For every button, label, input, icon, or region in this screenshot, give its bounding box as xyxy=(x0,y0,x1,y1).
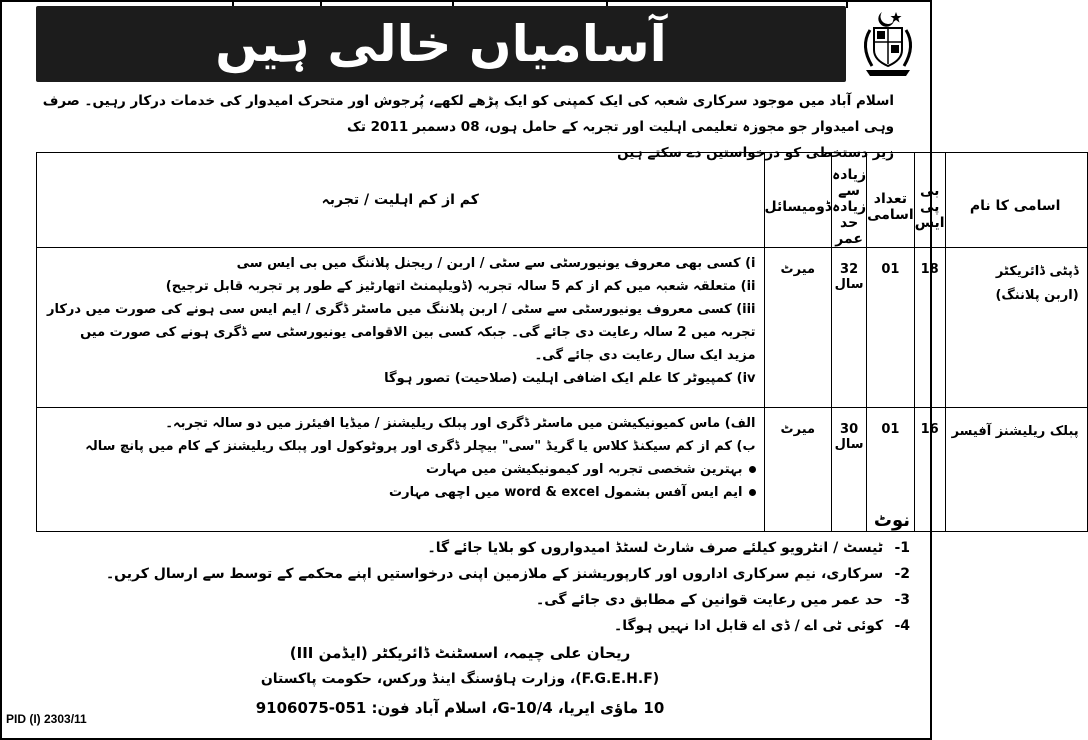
note-number: -1 xyxy=(894,540,910,556)
intro-paragraph xyxy=(38,88,894,161)
post-name-cell xyxy=(945,408,1087,532)
post-name: پبلک ریلیشنز آفیسر xyxy=(951,424,1079,439)
bullet-text: بہترین شخصی تجربہ اور کیمونیکیشن میں مہارت xyxy=(426,462,743,477)
qualification-item: i) کسی بھی معروف یونیورسٹی سے سٹی / اربن / ریجنل پلاننگ میں بی ایس سی xyxy=(236,256,756,271)
note-text: کوئی ٹی اے / ڈی اے قابل ادا نہیں ہوگا۔ xyxy=(614,618,884,634)
table-row xyxy=(37,408,1088,532)
intro-line-2: زیر دستخطی کو درخواستیں دے سکتے ہیں xyxy=(617,145,894,161)
bullet-text-english: word & excel xyxy=(504,485,600,500)
bps-value: 16 xyxy=(914,408,945,532)
table-row xyxy=(37,248,1088,408)
list-item xyxy=(90,587,910,613)
list-item xyxy=(90,561,910,587)
qualification-cell xyxy=(37,248,765,408)
bullet-text: میں اچھی مہارت xyxy=(389,485,500,500)
note-text: ٹیسٹ / انٹرویو کیلئے صرف شارٹ لسٹڈ امیدواروں کو بلایا جائے گا۔ xyxy=(427,540,884,556)
domicile-value: میرٹ xyxy=(764,248,832,408)
qualification-item: iv) کمپیوٹر کا علم ایک اضافی اہلیت (صلاحیت) تصور ہوگا xyxy=(384,371,756,386)
signatory-office: (F.G.E.H.F)، وزارت ہاؤسنگ اینڈ ورکس، حکومت پاکستان xyxy=(260,671,660,687)
bullet-text: ایم ایس آفس بشمول xyxy=(604,485,743,500)
posts-value: 01 xyxy=(867,408,915,532)
qualification-item: تجربہ میں 2 سالہ رعایت دی جائے گی۔ جبکہ کسی بین الاقوامی یونیورسٹی سے ڈگری ہونے کی صورت میں xyxy=(80,325,756,340)
header-max-age: زیادہ سے زیادہ حد عمر xyxy=(832,153,867,248)
intro-line-1: اسلام آباد میں موجود سرکاری شعبہ کی ایک کمپنی کو ایک پڑھے لکھے، پُرجوش اور متحرک امیدوار کی خدمات درکار رہیں۔ صرف وہی امیدوار جو مجوزہ تعلیمی اہلیت اور تجربہ کے حامل ہوں، 08 دسمبر 2011 تک xyxy=(42,93,894,135)
bullet-item xyxy=(47,458,756,481)
table-header-row xyxy=(37,153,1088,248)
post-name-cell xyxy=(945,248,1087,408)
vacancy-table xyxy=(36,152,1088,532)
header-domicile: ڈومیسائل xyxy=(764,153,832,248)
header-post-name: اسامی کا نام xyxy=(945,153,1087,248)
government-emblem-icon xyxy=(852,6,924,82)
qualification-item: ii) متعلقہ شعبہ میں کم از کم 5 سالہ تجربہ (ڈویلپمنٹ اتھارٹیز کے طور پر تجربہ قابل ترجیح) xyxy=(165,279,756,294)
note-number: -4 xyxy=(894,618,910,634)
age-value: 30 سال xyxy=(832,408,867,532)
note-number: -2 xyxy=(894,566,910,582)
signature-block xyxy=(240,642,680,722)
pid-number: PID (I) 2303/11 xyxy=(6,712,87,726)
qualification-item: الف) ماس کمیونیکیشن میں ماسٹر ڈگری اور پبلک ریلیشنز / میڈیا افیئرز میں دو سالہ تجربہ۔ xyxy=(165,416,756,431)
post-name: ڈپٹی ڈائریکٹر xyxy=(995,264,1079,279)
qualification-item: iii) کسی معروف یونیورسٹی سے سٹی / اربن پلاننگ میں ماسٹر ڈگری / ایم ایس سی ہونے کی صورت میں درکار xyxy=(47,302,756,317)
list-item xyxy=(90,535,910,561)
header-bps: بی پی ایس xyxy=(914,153,945,248)
qualification-item: مزید ایک سال رعایت دی جائے گی۔ xyxy=(534,348,756,363)
bullet-icon xyxy=(749,466,756,473)
note-text: سرکاری، نیم سرکاری اداروں اور کارپوریشنز کے ملازمین اپنی درخواستیں اپنے محکمے کے توسط سے ارسال کریں۔ xyxy=(105,566,884,582)
page-title: آسامیاں خالی ہیں xyxy=(215,15,667,73)
posts-value: 01 xyxy=(867,248,915,408)
notes-heading: نوٹ xyxy=(873,510,910,531)
post-name-sub: (اربن پلاننگ) xyxy=(995,288,1079,303)
qualification-cell xyxy=(37,408,765,532)
bullet-item xyxy=(47,481,756,504)
list-item xyxy=(90,613,910,639)
header-qualification: کم از کم اہلیت / تجربہ xyxy=(37,153,765,248)
note-text: حد عمر میں رعایت قوانین کے مطابق دی جائے گی۔ xyxy=(536,592,884,608)
note-number: -3 xyxy=(894,592,910,608)
bullet-icon xyxy=(749,489,756,496)
bps-value: 18 xyxy=(914,248,945,408)
header-number-of-posts: تعداد اسامی xyxy=(867,153,915,248)
age-value: 32 سال xyxy=(832,248,867,408)
domicile-value: میرٹ xyxy=(764,408,832,532)
notes-list xyxy=(90,535,910,639)
signatory-address: 10 ماؤی ایریا، G-10/4، اسلام آباد فون: 051-9106075 xyxy=(255,699,665,717)
signatory-name: ریحان علی چیمہ، اسسٹنٹ ڈائریکٹر (ایڈمن III) xyxy=(289,644,631,662)
qualification-item: ب) کم از کم سیکنڈ کلاس یا گریڈ "سی" بیچلر ڈگری اور پروٹوکول اور پبلک ریلیشنز کے کام میں پانچ سالہ xyxy=(85,439,756,454)
